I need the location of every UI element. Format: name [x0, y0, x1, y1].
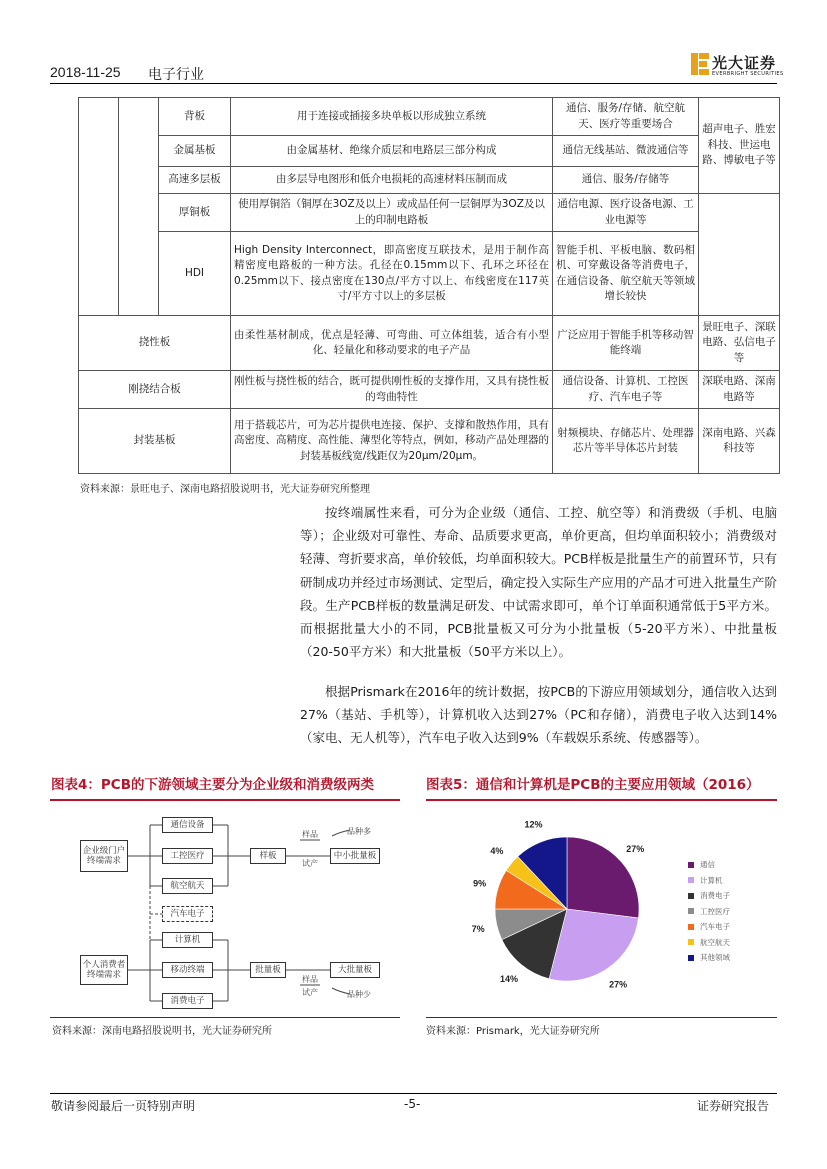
pie-data-label: 7%	[471, 923, 485, 934]
table-cell: High Density Interconnect，即高密度互联技术，是用于制作高精密度电路板的一种方法。孔径在0.15mm以下、孔环之环径在0.25mm以下、接点密度在130点/平方寸以上、布线密度在117英寸/平方寸以上的多层板	[231, 232, 553, 316]
legend-label: 计算机	[700, 875, 723, 885]
footer-disclaimer: 敬请参阅最后一页特别声明	[51, 1099, 196, 1113]
batch-box: 批量板	[250, 962, 286, 978]
body-paragraph: 按终端属性来看，可分为企业级（通信、工控、航空等）和消费级（手机、电脑等）；企业级对可靠性、寿命、品质要求更高，单价更高，但均单面积较小；消费级对轻薄、弯折要求高，单价较低，均单面积较大。PCB样板是批量生产的前置环节，只有研制成功并经过市场测试、定型后，确定投入实际生产应用的产品才可进入批量生产阶段。生产PCB样板的数量满足研发、中试需求即可，单个订单面积通常低于5平方米。而根据批量大小的不同，PCB批量板又可分为小批量板（5-20平方米）、中批量板（20-50平方米）和大批量板（50平方米以上）。	[300, 505, 777, 660]
table-cell: HDI	[159, 232, 231, 316]
sector-box-auto: 汽车电子	[162, 906, 213, 922]
table-cell: 射频模块、存储芯片、处理器芯片等半导体芯片封装	[553, 409, 699, 474]
stage-label: 试产	[302, 859, 318, 868]
sector-box: 消费电子	[162, 993, 213, 1009]
table-cell: 用于搭载芯片，可为芯片提供电连接、保护、支撑和散热作用，具有高密度、高精度、高性能、薄型化等特点，例如，移动产品处理器的封装基板线宽/线距仅为20μm/20μm。	[231, 409, 553, 474]
stage-label: 样品	[302, 830, 318, 839]
variety-note: 品种多	[347, 827, 371, 836]
pie-chart	[426, 805, 686, 995]
table-cell: 智能手机、平板电脑、数码相机、可穿戴设备等消费电子，在通信设备、航空航天等领域增长较快	[553, 232, 699, 316]
pie-data-label: 14%	[499, 974, 519, 985]
table-cell: 使用厚铜箔（铜厚在3OZ及以上）或成品任何一层铜厚为3OZ及以上的印制电路板	[231, 194, 553, 232]
stage-label: 样品	[302, 975, 318, 984]
table-cell: 广泛应用于智能手机等移动智能终端	[553, 316, 699, 371]
legend-label: 通信	[700, 860, 715, 870]
legend-label: 航空航天	[700, 937, 730, 947]
pie-data-label: 9%	[473, 878, 487, 889]
legend-item	[688, 935, 730, 951]
legend-swatch	[688, 877, 694, 883]
table-cell: 通信无线基站、微波通信等	[553, 136, 699, 167]
sector-box: 工控医疗	[162, 848, 213, 864]
table-cell: 景旺电子、深联电路、弘信电子等	[699, 316, 780, 371]
enterprise-demand-box: 企业级门户终端需求	[80, 840, 128, 872]
legend-swatch	[688, 924, 694, 930]
table-cell: 刚挠结合板	[79, 371, 231, 409]
figure-4-source-note: 资料来源：深南电路招股说明书，光大证券研究所	[52, 1026, 272, 1037]
body-paragraph: 根据Prismark在2016年的统计数据，按PCB的下游应用领域划分，通信收入达到27%（基站、手机等），计算机收入达到27%（PC和存储），消费电子收入达到14%（家电、无人机等），汽车电子收入达到9%（车载娱乐系统、传感器等）。	[300, 684, 777, 746]
table-cell: 高速多层板	[159, 167, 231, 194]
header-industry: 电子行业	[148, 67, 204, 83]
logo-text: 光大证券	[712, 54, 777, 72]
figure-4-bottom-rule	[50, 1017, 400, 1018]
sector-box: 航空航天	[162, 878, 213, 894]
legend-item	[688, 919, 730, 935]
legend-item	[688, 904, 730, 920]
sample-box: 样板	[250, 848, 286, 864]
header-date: 2018-11-25	[50, 64, 121, 80]
pie-legend	[688, 857, 730, 966]
page-number: -5-	[404, 1097, 421, 1111]
legend-item	[688, 873, 730, 889]
legend-swatch	[688, 955, 694, 961]
table-cell: 由柔性基材制成，优点是轻薄、可弯曲、可立体组装，适合有小型化、轻量化和移动要求的电子产品	[231, 316, 553, 371]
sector-box: 计算机	[162, 932, 213, 948]
legend-label: 工控医疗	[700, 906, 730, 916]
legend-swatch	[688, 862, 694, 868]
figure-5-bottom-rule	[426, 1017, 777, 1018]
table-cell: 通信设备、计算机、工控医疗、汽车电子等	[553, 371, 699, 409]
legend-item	[688, 857, 730, 873]
table-source-note: 资料来源：景旺电子、深南电路招股说明书，光大证券研究所整理	[80, 484, 370, 495]
table-cell: 由金属基材、绝缘介质层和电路层三部分构成	[231, 136, 553, 167]
sector-box: 通信设备	[162, 817, 213, 833]
table-cell: 通信电源、医疗设备电源、工业电源等	[553, 194, 699, 232]
table-cell: 挠性板	[79, 316, 231, 371]
table-cell: 通信、服务/存储等	[553, 167, 699, 194]
legend-swatch	[688, 908, 694, 914]
pie-data-label: 4%	[490, 845, 504, 856]
table-cell: 深南电路、兴森科技等	[699, 409, 780, 474]
table-cell: 背板	[159, 98, 231, 136]
figure-4-title: 图表4：PCB的下游领域主要分为企业级和消费级两类	[51, 777, 374, 793]
legend-item	[688, 888, 730, 904]
big-volume-box: 大批量板	[330, 962, 380, 978]
sector-box: 移动终端	[162, 962, 213, 978]
table-cell: 金属基板	[159, 136, 231, 167]
legend-label: 消费电子	[700, 891, 730, 901]
mid-volume-box: 中小批量板	[330, 848, 380, 864]
figure-5-source-note: 资料来源：Prismark，光大证券研究所	[426, 1026, 600, 1037]
footer-divider	[50, 1093, 777, 1094]
consumer-demand-box: 个人消费者终端需求	[80, 955, 128, 985]
table-cell: 通信、服务/存储、航空航天、医疗等重要场合	[553, 98, 699, 136]
legend-swatch	[688, 893, 694, 899]
stage-label: 试产	[302, 988, 318, 997]
pie-data-label: 12%	[524, 819, 543, 830]
legend-label: 其他领域	[700, 953, 730, 963]
table-cell: 刚性板与挠性板的结合，既可提供刚性板的支撑作用，又具有挠性板的弯曲特性	[231, 371, 553, 409]
table-cell: 由多层导电图形和低介电损耗的高速材料压制而成	[231, 167, 553, 194]
figure-5-title: 图表5：通信和计算机是PCB的主要应用领域（2016）	[426, 777, 760, 793]
table-cell: 超声电子、胜宏科技、世运电路、博敏电子等	[699, 98, 780, 194]
table-cell: 用于连接或插接多块单板以形成独立系统	[231, 98, 553, 136]
legend-swatch	[688, 939, 694, 945]
legend-item	[688, 950, 730, 966]
table-cell: 封装基板	[79, 409, 231, 474]
variety-note: 品种少	[347, 990, 371, 999]
table-cell: 厚铜板	[159, 194, 231, 232]
logo-subtext: EVERBRIGHT SECURITIES	[712, 71, 784, 77]
table-cell: 深联电路、深南电路等	[699, 371, 780, 409]
footer-report-type: 证券研究报告	[697, 1099, 770, 1113]
pie-data-label: 27%	[609, 979, 628, 990]
pie-data-label: 27%	[626, 843, 645, 854]
legend-label: 汽车电子	[700, 922, 730, 932]
